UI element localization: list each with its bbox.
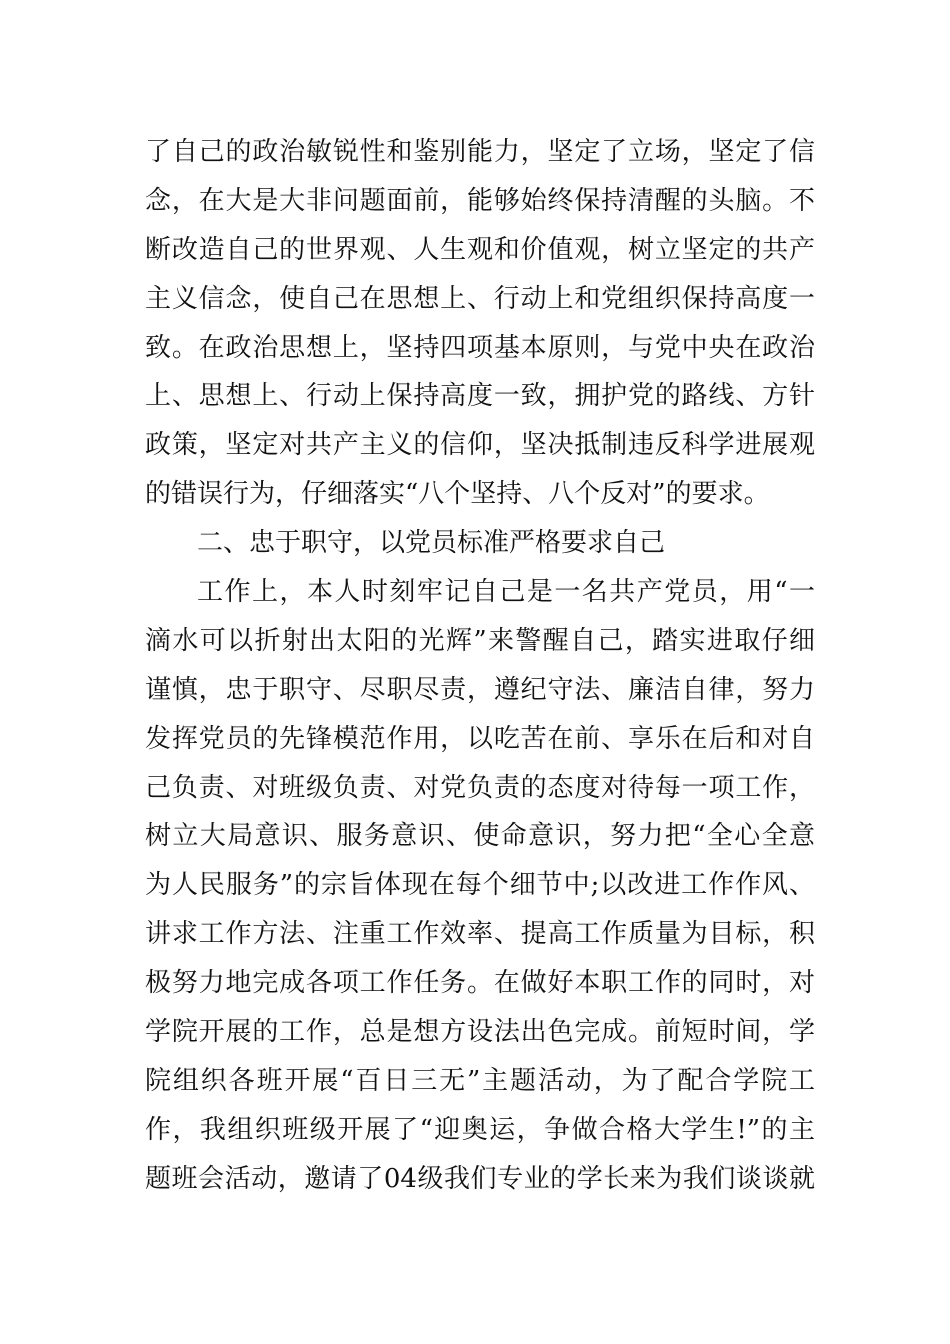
paragraph-line: 为人民服务”的宗旨体现在每个细节中;以改进工作作风、 bbox=[145, 870, 815, 901]
paragraph-line: 作，我组织班级开展了“迎奥运，争做合格大学生!”的主 bbox=[145, 1114, 815, 1145]
paragraph-line: 学院开展的工作，总是想方设法出色完成。前短时间，学 bbox=[145, 1017, 815, 1048]
paragraph-line: 院组织各班开展“百日三无”主题活动，为了配合学院工 bbox=[145, 1065, 815, 1096]
paragraph-line: 上、思想上、行动上保持高度一致，拥护党的路线、方针 bbox=[145, 381, 815, 412]
paragraph-1 bbox=[145, 128, 815, 519]
paragraph-line: 工作上，本人时刻牢记自己是一名共产党员，用“一 bbox=[197, 577, 815, 608]
paragraph-line: 致。在政治思想上，坚持四项基本原则，与党中央在政治 bbox=[145, 332, 815, 363]
document-body bbox=[145, 128, 815, 1204]
paragraph-line: 发挥党员的先锋模范作用，以吃苦在前、享乐在后和对自 bbox=[145, 723, 815, 754]
paragraph-line: 己负责、对班级负责、对党负责的态度对待每一项工作， bbox=[145, 772, 815, 803]
paragraph-line: 主义信念，使自己在思想上、行动上和党组织保持高度一 bbox=[145, 283, 815, 314]
paragraph-line: 滴水可以折射出太阳的光辉”来警醒自己，踏实进取仔细 bbox=[145, 625, 815, 656]
paragraph-line: 政策，坚定对共产主义的信仰，坚决抵制违反科学进展观 bbox=[145, 430, 815, 461]
paragraph-line: 讲求工作方法、注重工作效率、提高工作质量为目标，积 bbox=[145, 919, 815, 950]
paragraph-line: 树立大局意识、服务意识、使命意识，努力把“全心全意 bbox=[145, 821, 815, 852]
paragraph-2 bbox=[145, 568, 815, 1204]
paragraph-line: 谨慎，忠于职守、尽职尽责，遵纪守法、廉洁自律，努力 bbox=[145, 674, 815, 705]
paragraph-line: 念，在大是大非问题面前，能够始终保持清醒的头脑。不 bbox=[145, 185, 815, 216]
paragraph-line: 断改造自己的世界观、人生观和价值观，树立坚定的共产 bbox=[145, 234, 815, 265]
paragraph-line: 了自己的政治敏锐性和鉴别能力，坚定了立场，坚定了信 bbox=[145, 137, 815, 167]
paragraph-line: 题班会活动，邀请了04级我们专业的学长来为我们谈谈就 bbox=[145, 1163, 815, 1194]
section-heading: 二、忠于职守，以党员标准严格要求自己 bbox=[197, 528, 666, 559]
paragraph-line: 极努力地完成各项工作任务。在做好本职工作的同时，对 bbox=[145, 968, 815, 999]
paragraph-line: 的错误行为，仔细落实“八个坚持、八个反对”的要求。 bbox=[145, 479, 770, 510]
